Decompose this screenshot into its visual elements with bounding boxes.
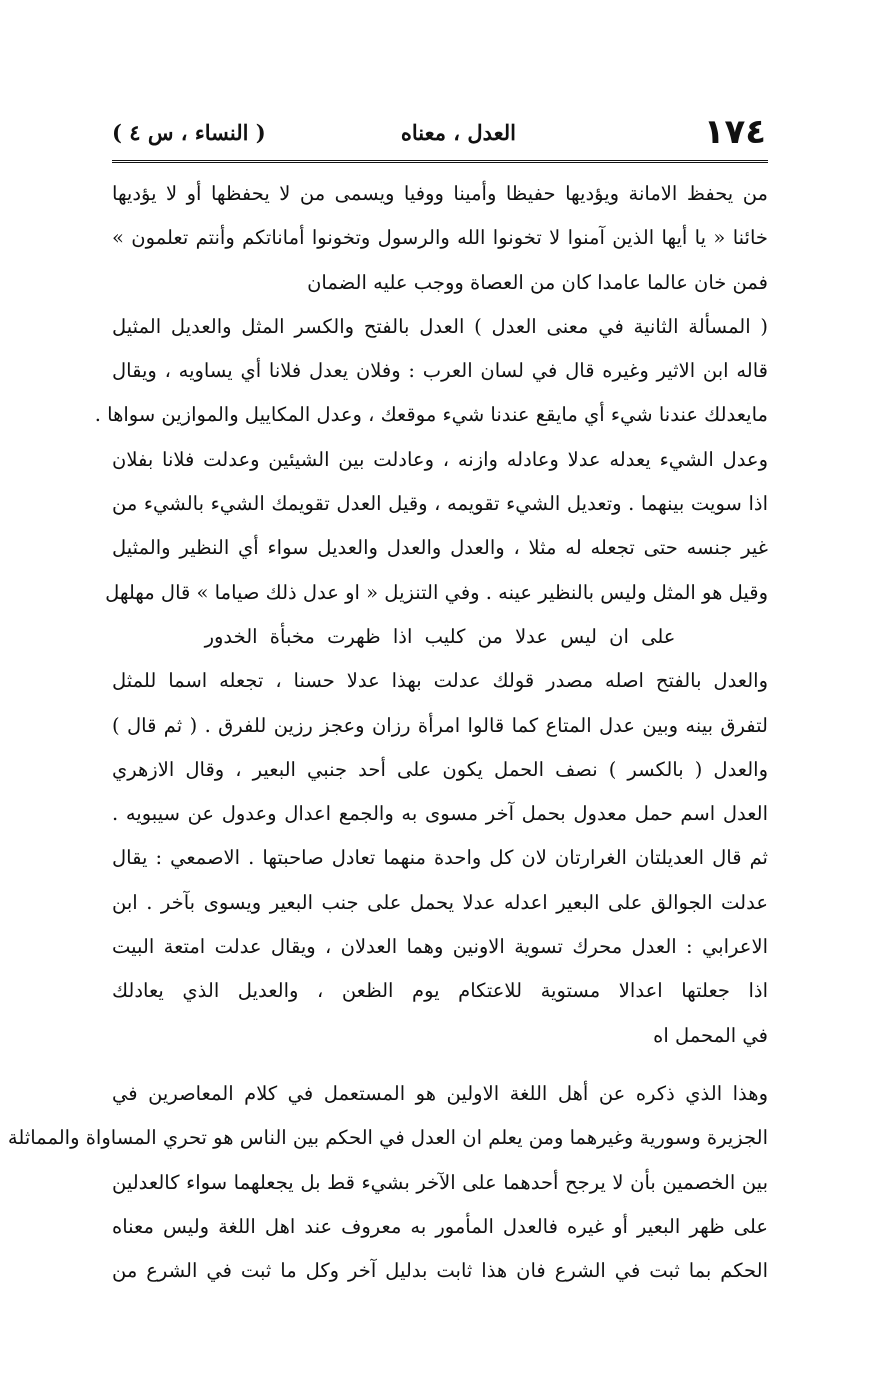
text-line: قاله ابن الاثير وغيره قال في لسان العرب : وفلان يعدل فلانا أي يساويه ، ويقال bbox=[112, 359, 768, 383]
text-line: والعدل بالفتح اصله مصدر قولك عدلت بهذا عدلا حسنا ، تجعله اسما للمثل bbox=[112, 669, 768, 693]
text-line: الحكم بما ثبت في الشرع فان هذا ثابت بدليل آخر وكل ما ثبت في الشرع من bbox=[112, 1259, 768, 1283]
text-line: ( المسألة الثانية في معنى العدل ) العدل بالفتح والكسر المثل والعديل المثيل bbox=[112, 314, 768, 338]
text-line: وعدل الشيء يعدله عدلا وعادله وازنه ، وعادلت بين الشيئين وعدلت فلانا بفلان bbox=[112, 447, 768, 471]
verse-line: على ان ليس عدلا من كليب اذا ظهرت مخبأة الخدور bbox=[204, 624, 676, 648]
text-line: وقيل هو المثل وليس بالنظير عينه . وفي التنزيل « او عدل ذلك صياما » قال مهلهل bbox=[105, 580, 768, 604]
surah-reference: ( النساء ، س ٤ ) bbox=[112, 120, 266, 145]
text-line: بين الخصمين بأن لا يرجح أحدهما على الآخر بشيء قط بل يجعلهما سواء كالعدلين bbox=[112, 1170, 768, 1194]
page-header bbox=[112, 112, 766, 152]
text-line: اذا جعلتها اعدالا مستوية للاعتكام يوم الظعن ، والعديل الذي يعادلك bbox=[112, 979, 768, 1003]
text-line: الجزيرة وسورية وغيرهما ومن يعلم ان العدل في الحكم بين الناس هو تحري المساواة والمماثلة bbox=[7, 1126, 768, 1150]
text-line: على ظهر البعير أو غيره فالعدل المأمور به معروف عند اهل اللغة وليس معناه bbox=[112, 1214, 768, 1238]
text-line: فمن خان عالما عامدا كان من العصاة ووجب عليه الضمان bbox=[307, 270, 768, 294]
text-line: مايعدلك عندنا شيء أي مايقع عندنا شيء موقعك ، وعدل المكاييل والموازين سواها . bbox=[94, 403, 768, 427]
text-line: الاعرابي : العدل محرك تسوية الاونين وهما العدلان ، ويقال عدلت امتعة البيت bbox=[112, 935, 768, 959]
text-line: خائنا « يا أيها الذين آمنوا لا تخونوا الله والرسول وتخونوا أماناتكم وأنتم تعلمون » bbox=[112, 226, 768, 250]
text-line: لتفرق بينه وبين عدل المتاع كما قالوا امرأة رزان وعجز رزين للفرق . ( ثم قال ) bbox=[112, 713, 768, 737]
text-line: العدل اسم حمل معدول بحمل آخر مسوى به والجمع اعدال وعدول عن سيبويه . bbox=[112, 802, 768, 826]
text-line: عدلت الجوالق على البعير اعدله عدلا يحمل على جنب البعير ويسوى بآخر . ابن bbox=[112, 890, 768, 914]
text-line: في المحمل اه bbox=[653, 1023, 768, 1047]
text-line: من يحفظ الامانة ويؤديها حفيظا وأمينا ووفيا ويسمى من لا يحفظها أو لا يؤديها bbox=[112, 182, 768, 205]
text-line: والعدل ( بالكسر ) نصف الحمل يكون على أحد جنبي البعير ، وقال الازهري bbox=[112, 757, 768, 781]
text-line: وهذا الذي ذكره عن أهل اللغة الاولين هو المستعمل في كلام المعاصرين في bbox=[112, 1081, 768, 1105]
text-line: ثم قال العديلتان الغرارتان لان كل واحدة منهما تعادل صاحبتها . الاصمعي : يقال bbox=[112, 846, 768, 870]
body-text bbox=[7, 172, 768, 1293]
text-line: غير جنسه حتى تجعله له مثلا ، والعدل والعدل والعديل سواء أي النظير والمثيل bbox=[112, 536, 768, 560]
page-number: ١٧٤ bbox=[703, 112, 766, 152]
header-rule bbox=[112, 160, 768, 163]
running-title: العدل ، معناه bbox=[400, 120, 516, 145]
text-line: اذا سويت بينهما . وتعديل الشيء تقويمه ، وقيل العدل تقويمك الشيء بالشيء من bbox=[112, 492, 768, 516]
